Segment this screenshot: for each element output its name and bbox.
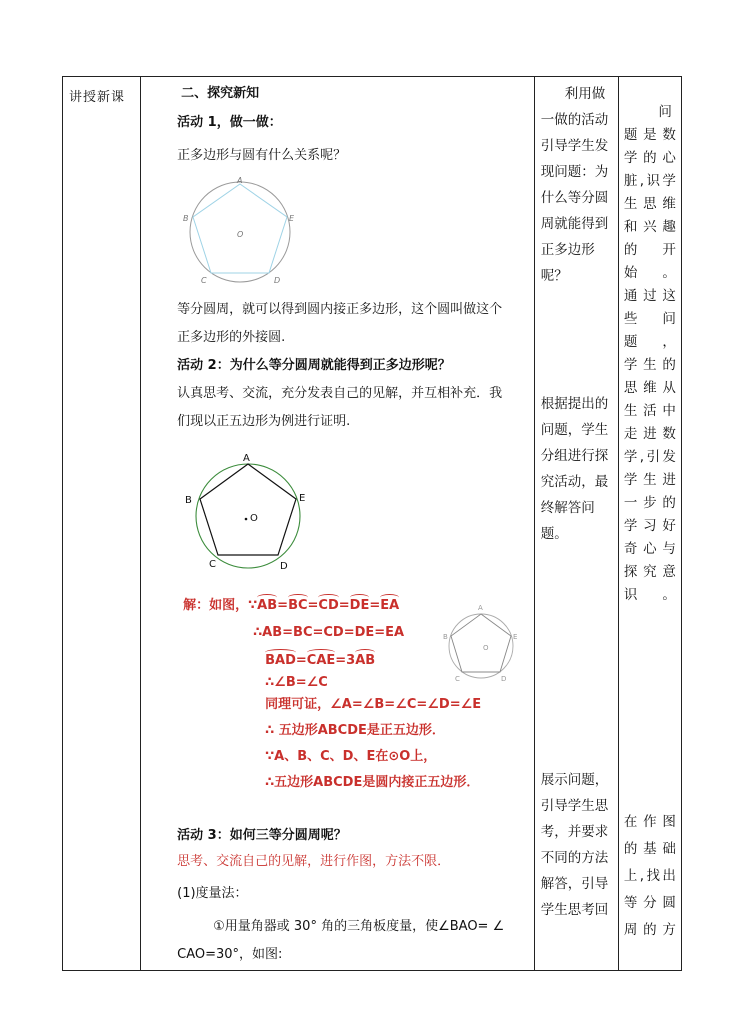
fig1-label-d: D <box>274 276 281 285</box>
arc-de: DE <box>349 598 370 613</box>
note-line: 周就能得到 <box>540 216 609 232</box>
intent-line: 学,引发 <box>623 449 676 465</box>
fig2-label-e: E <box>299 493 306 504</box>
fig1-label-e: E <box>289 214 295 223</box>
intent-line: 等分圆 <box>623 895 676 911</box>
activity1-text-line2: 正多边形的外接圆. <box>177 330 286 345</box>
content-cell <box>141 77 535 971</box>
fig2-label-o: O <box>250 513 258 524</box>
arc-cae: CAE <box>306 653 336 668</box>
fig1-label-c: C <box>201 276 207 285</box>
note-line: 学生思考回 <box>540 902 609 918</box>
intent-line: 走进数 <box>623 426 676 442</box>
fig2-label-b: B <box>185 495 192 506</box>
fig2-label-d: D <box>280 561 288 572</box>
stage-label: 讲授新课 <box>69 90 126 105</box>
eq-sign: = <box>369 598 381 613</box>
fig3-label-o: O <box>483 644 489 652</box>
eq-sign: = <box>295 653 307 668</box>
activity-cell <box>534 77 618 971</box>
fig1-label-b: B <box>183 214 189 223</box>
activity2-text-line1: 认真思考、交流，充分发表自己的见解，并互相补充．我 <box>177 386 503 401</box>
section-title: 二、探究新知 <box>181 86 260 101</box>
fig3-label-a: A <box>478 604 483 612</box>
arc-ab-2: AB <box>355 653 376 668</box>
intent-line: 识。 <box>623 587 676 603</box>
intent-cell <box>618 77 681 971</box>
eq-three: =3 <box>335 653 356 668</box>
solution-line1 <box>183 597 399 615</box>
fig3-label-e: E <box>513 633 518 641</box>
figure-pentagon-light <box>179 177 299 287</box>
note-line: 不同的方法 <box>540 850 609 866</box>
intent-line: 学生进 <box>623 472 676 488</box>
fig2-label-a: A <box>243 453 250 464</box>
intent-note-1 <box>624 101 676 607</box>
intent-notes <box>619 77 681 970</box>
fig2-label-c: C <box>209 559 217 570</box>
note-line: 究活动，最 <box>540 474 609 490</box>
intent-line: 脏,识学 <box>623 173 676 189</box>
arc-ab: AB <box>257 598 278 613</box>
intent-line: 问 <box>658 104 672 120</box>
note-line: 现问题：为 <box>540 164 609 180</box>
intent-line: 和兴趣 <box>623 219 676 235</box>
intent-line: 学生的 <box>623 357 676 373</box>
activity3-instruction: 思考、交流自己的见解，进行作图，方法不限． <box>177 854 451 869</box>
activity1-text-line1: 等分圆周，就可以得到圆内接正多边形，这个圆叫做这个 <box>177 302 503 317</box>
intent-line: 思维从 <box>623 380 676 396</box>
intent-line: 生活中 <box>623 403 676 419</box>
fig3-label-b: B <box>443 633 448 641</box>
activity-note-3 <box>535 767 615 923</box>
activity3-step1-line2: CAO=30°，如图: <box>177 947 283 962</box>
intent-line: 奇心与 <box>623 541 676 557</box>
figure-pentagon-main <box>181 453 311 578</box>
intent-line: 学习好 <box>623 518 676 534</box>
eq-sign: = <box>307 598 319 613</box>
solution-line2: ∴AB=BC=CD=DE=EA <box>253 625 405 640</box>
note-line: 引导学生发 <box>540 138 609 154</box>
arc-bc: BC <box>288 598 308 613</box>
intent-line: 的开始。 <box>623 242 676 281</box>
note-line: 正多边形 <box>540 242 595 258</box>
figure-pentagon-small <box>443 605 523 685</box>
intent-line: 上,找出 <box>623 868 676 884</box>
intent-line: 生思维 <box>623 196 676 212</box>
intent-line: 探究意 <box>623 564 676 580</box>
activity3-method1: (1)度量法： <box>177 886 248 901</box>
note-line: 什么等分圆 <box>540 190 609 206</box>
intent-line: 一步的 <box>623 495 676 511</box>
eq-sign: = <box>338 598 350 613</box>
solution-line4: ∴∠B=∠C <box>265 675 328 690</box>
intent-line: 在作图 <box>623 814 676 830</box>
intent-note-2 <box>624 809 676 944</box>
content-area <box>141 77 534 970</box>
stage-cell <box>63 77 141 971</box>
solution-line8: ∴五边形ABCDE是圆内接正五边形． <box>265 775 480 790</box>
fig1-label-a: A <box>237 176 243 185</box>
solution-line3 <box>265 652 375 670</box>
note-line: 考，并要求 <box>540 824 609 840</box>
activity1-title: 活动 1，做一做： <box>177 115 282 130</box>
note-line: 根据提出的 <box>540 396 609 412</box>
fig3-label-c: C <box>455 675 461 683</box>
solution-line7: ∵A、B、C、D、E在⊙O上， <box>265 749 437 764</box>
note-line: 利用做 <box>564 86 606 102</box>
solution-line5: 同理可证，∠A=∠B=∠C=∠D=∠E <box>265 697 482 712</box>
note-line: 一做的活动 <box>540 112 609 128</box>
lesson-plan-table <box>62 76 682 971</box>
solution-label: 解：如图，∵ <box>183 598 258 613</box>
arc-ea: EA <box>380 598 400 613</box>
activity-note-1 <box>535 81 615 289</box>
intent-line: 题是数 <box>623 127 676 143</box>
fig1-label-o: O <box>237 230 244 239</box>
intent-line: 些问题， <box>623 311 676 350</box>
arc-bad: BAD <box>265 653 296 668</box>
intent-line: 通过这 <box>623 288 676 304</box>
arc-cd: CD <box>318 598 339 613</box>
intent-line: 周的方 <box>623 922 676 938</box>
activity1-question: 正多边形与圆有什么关系呢？ <box>177 148 347 163</box>
activity3-title: 活动 3：如何三等分圆周呢？ <box>177 828 347 843</box>
note-line: 解答，引导 <box>540 876 609 892</box>
activity2-title: 活动 2：为什么等分圆周就能得到正多边形呢？ <box>177 358 451 373</box>
solution-line6: ∴ 五边形ABCDE是正五边形． <box>265 723 445 738</box>
fig3-label-d: D <box>501 675 507 683</box>
activity3-step1-line1: ①用量角器或 30° 角的三角板度量，使∠BAO= ∠ <box>213 919 505 934</box>
activity-notes <box>535 77 618 970</box>
note-line: 终解答问题。 <box>540 500 595 542</box>
note-line: 展示问题， <box>540 772 609 788</box>
note-line: 问题，学生 <box>540 422 609 438</box>
note-line: 呢？ <box>540 268 568 284</box>
intent-line: 学的心 <box>623 150 676 166</box>
activity2-text-line2: 们现以正五边形为例进行证明. <box>177 414 351 429</box>
table-row <box>63 77 682 971</box>
activity-note-2 <box>535 391 618 547</box>
intent-line: 的基础 <box>623 841 676 857</box>
eq-sign: = <box>277 598 289 613</box>
note-line: 分组进行探 <box>540 448 609 464</box>
note-line: 引导学生思 <box>540 798 609 814</box>
